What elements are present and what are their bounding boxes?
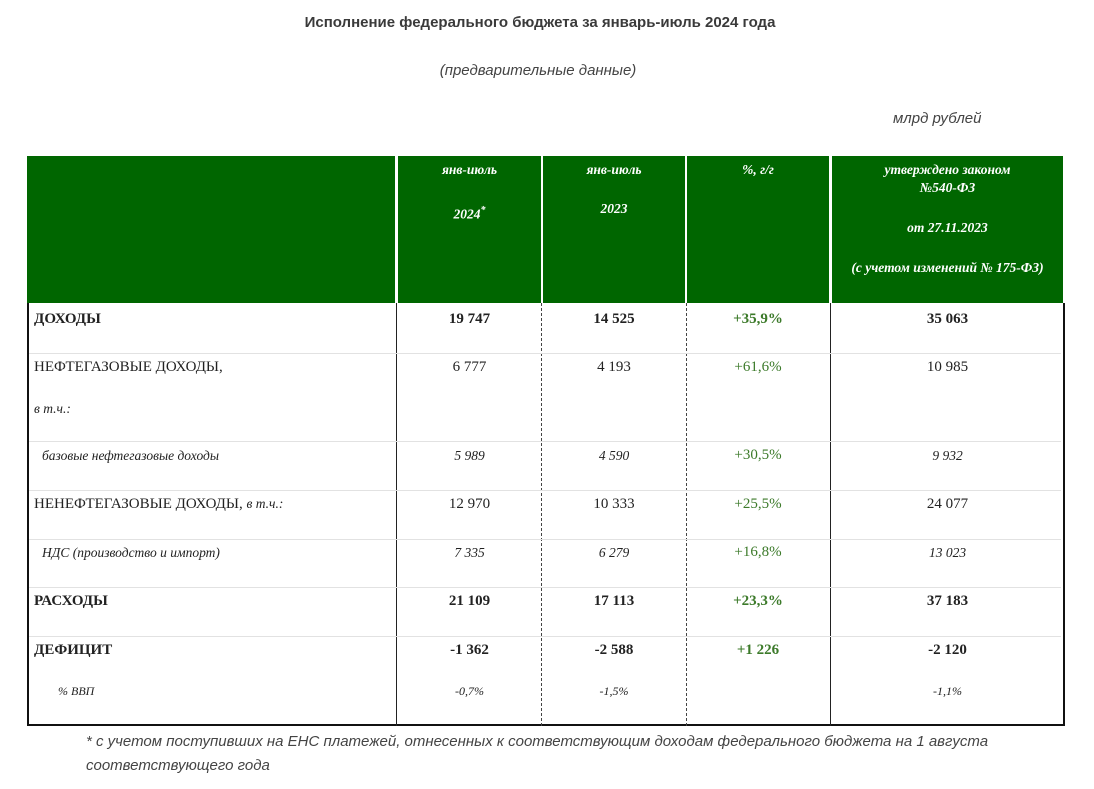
cell-2023: 6 279: [598, 545, 630, 560]
header-col-2024-line1: янв-июль: [441, 162, 498, 177]
header-col-2024: [398, 156, 541, 303]
cell-2023: 14 525: [593, 311, 635, 327]
cell-approved: 13 023: [928, 545, 967, 560]
header-col-2023-line1: янв-июль: [586, 162, 642, 177]
cell-2023: 4 590: [598, 448, 630, 463]
page-subtitle: (предварительные данные): [439, 62, 637, 79]
header-col-approved: [832, 156, 1063, 303]
row-separator: [29, 353, 1061, 354]
row-label: РАСХОДЫ: [34, 593, 108, 609]
cell-2024: -0,7%: [455, 684, 484, 698]
cell-pct: +35,9%: [733, 311, 783, 327]
row-sublabel: в т.ч.:: [34, 401, 71, 416]
cell-2024: 7 335: [454, 545, 485, 560]
cell-2024: 21 109: [448, 593, 491, 609]
footnote-mark: *: [480, 205, 486, 216]
row-separator: [29, 636, 1061, 637]
header-col-approved-line4: (с учетом изменений № 175-ФЗ): [851, 260, 1044, 275]
cell-approved: 24 077: [926, 496, 969, 512]
header-col-approved-line1: утверждено законом: [884, 162, 1011, 177]
cell-pct: +23,3%: [733, 593, 783, 609]
cell-approved: 35 063: [926, 311, 969, 327]
cell-2024: 12 970: [448, 496, 491, 512]
cell-approved: -2 120: [928, 642, 967, 658]
column-divider: [396, 303, 397, 726]
row-separator: [29, 490, 1061, 491]
row-label: % ВВП: [58, 684, 95, 698]
row-label: НЕФТЕГАЗОВЫЕ ДОХОДЫ,: [34, 359, 223, 375]
cell-2024: 5 989: [454, 448, 485, 463]
row-separator: [29, 441, 1061, 442]
cell-pct: +25,5%: [734, 496, 782, 512]
row-label: ДОХОДЫ: [34, 311, 101, 327]
cell-2024: 6 777: [452, 359, 487, 375]
header-col-2023-line2: 2023: [600, 201, 628, 216]
page-title: Исполнение федерального бюджета за январь-июль 2024 года: [304, 14, 776, 31]
header-col-approved-line3: от 27.11.2023: [907, 220, 988, 235]
cell-2024: 19 747: [448, 311, 491, 327]
column-divider: [541, 303, 542, 726]
cell-approved: 9 932: [932, 448, 963, 463]
header-col-2023: [543, 156, 685, 303]
column-divider: [830, 303, 831, 726]
row-label: базовые нефтегазовые доходы: [42, 448, 219, 463]
row-label: НЕНЕФТЕГАЗОВЫЕ ДОХОДЫ, в т.ч.:: [34, 496, 284, 512]
row-label: ДЕФИЦИТ: [34, 642, 113, 658]
cell-pct: +61,6%: [734, 359, 782, 375]
header-label-cell: [27, 156, 395, 303]
cell-pct: +16,8%: [734, 544, 782, 560]
cell-pct: +1 226: [736, 642, 780, 658]
footnote: * с учетом поступивших на ЕНС платежей, отнесенных к соответствующим доходам федерального бюджета на 1 августа соответствующего года: [86, 733, 989, 774]
cell-approved: 37 183: [926, 593, 969, 609]
row-sublabel: в т.ч.:: [246, 496, 284, 511]
cell-2023: 10 333: [593, 496, 635, 512]
header-col-pct-line1: %, г/г: [742, 162, 774, 177]
header-col-2024-line2: 2024*: [453, 205, 486, 222]
row-separator: [29, 539, 1061, 540]
row-separator: [29, 587, 1061, 588]
cell-2024: -1 362: [450, 642, 489, 658]
cell-2023: -1,5%: [599, 684, 629, 698]
cell-2023: 17 113: [593, 593, 635, 609]
row-label: НДС (производство и импорт): [42, 545, 220, 560]
cell-approved: 10 985: [926, 359, 969, 375]
unit-label: млрд рублей: [893, 110, 982, 127]
header-col-approved-line2: №540-ФЗ: [919, 180, 976, 195]
header-col-pct: [687, 156, 829, 303]
cell-approved: -1,1%: [933, 684, 962, 698]
budget-table: [27, 156, 1063, 726]
cell-2023: 4 193: [597, 359, 631, 375]
cell-pct: +30,5%: [734, 447, 782, 463]
cell-2023: -2 588: [594, 642, 634, 658]
